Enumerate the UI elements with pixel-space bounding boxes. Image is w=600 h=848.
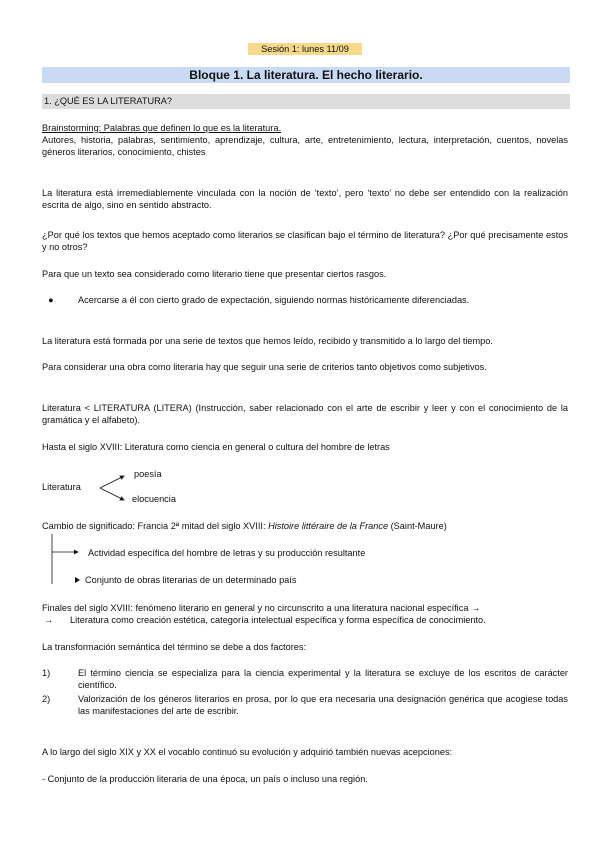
brainstorm-title: Brainstorming: Palabras que definen lo que es la literatura. — [42, 123, 282, 133]
factor-1-number: 1) — [42, 668, 51, 678]
change-prefix: Cambio de significado: Francia 2ª mitad del siglo XVIII: — [42, 521, 269, 531]
factor-2-text: Valorización de los géneros literarios en prosa, por lo que era necesaria una designación genérica que acogiese todas las manifestaciones del arte de escribir. — [78, 694, 568, 716]
block-title: Bloque 1. La literatura. El hecho literario. — [42, 67, 570, 83]
factor-1-text: El término ciencia se especializa para la ciencia experimental y la literatura se excluye de los escritos de carácter científico. — [78, 668, 568, 690]
change-branch-1: Actividad específica del hombre de letras y su producción resultante — [88, 548, 366, 558]
paragraph-siglo-xviii: Hasta el siglo XVIII: Literatura como ciencia en general o cultura del hombre de letras — [42, 442, 390, 452]
paragraph-rasgos: Para que un texto sea considerado como literario tiene que presentar ciertos rasgos. — [42, 269, 387, 279]
paragraph-etimologia: Literatura < LITERATURA (LITERA) (Instrucción, saber relacionado con el arte de escribir y leer y con el conocimiento de la gramática y el alfabeto). — [42, 403, 568, 425]
paragraph-texto: La literatura está irremediablemente vinculada con la noción de ‘texto’, pero ‘texto’ no debe ser entendido con la realización escrita de algo, sino en sentido abstracto. — [42, 188, 568, 210]
arrow-down-icon — [100, 488, 124, 500]
arrow-up-icon — [100, 476, 124, 488]
paragraph-criterios: Para considerar una obra como literaria hay que seguir una serie de criterios tanto objetivos como subjetivos. — [42, 362, 487, 372]
diagram-branch-poesia: poesía — [134, 469, 162, 479]
bullet-icon: ● — [48, 295, 54, 305]
session-label: Sesión 1: lunes 11/09 — [248, 43, 362, 55]
change-diagram — [48, 532, 88, 588]
end-century-line1: Finales del siglo XVIII: fenómeno literario en general y no circunscrito a una literatura nacional específica → — [42, 603, 481, 613]
literatura-diagram — [40, 464, 220, 510]
paragraph-formada: La literatura está formada por una serie de textos que hemos leído, recibido y transmitido a lo largo del tiempo. — [42, 336, 493, 346]
evolution-intro: A lo largo del siglo XIX y XX el vocablo continuó su evolución y adquirió también nuevas acepciones: — [42, 747, 453, 757]
arrow-head-icon — [75, 577, 80, 583]
change-branch-2: Conjunto de obras literarias de un determinado país — [85, 575, 297, 585]
end-century-line2: Literatura como creación estética, categoría intelectual específica y forma específica de conocimiento. — [70, 615, 486, 625]
brainstorm-words: Autores, historia, palabras, sentimiento, aprendizaje, cultura, arte, entretenimiento, lectura, interpretación, cuentos, novelas géneros literarios, conocimiento, chistes — [42, 135, 568, 157]
paragraph-question: ¿Por qué los textos que hemos aceptado como literarios se clasifican bajo el término de literatura? ¿Por qué precisamente estos y no otros? — [42, 230, 568, 252]
change-work-title: Histoire littéraire de la France — [268, 521, 389, 531]
evolution-item-1: - Conjunto de la producción literaria de una época, un país o incluso una región. — [42, 774, 368, 784]
diagram-root-label: Literatura — [42, 482, 81, 492]
section-heading: 1. ¿QUÉ ES LA LITERATURA? — [42, 94, 570, 109]
bullet-expectacion: Acercarse a él con cierto grado de expectación, siguiendo normas históricamente diferenciadas. — [78, 295, 470, 305]
change-of-meaning — [42, 520, 568, 532]
factor-2-number: 2) — [42, 694, 51, 704]
diagram-branch-elocuencia: elocuencia — [132, 494, 176, 504]
transformation-intro: La transformación semántica del término se debe a dos factores: — [42, 642, 307, 652]
change-suffix: (Saint-Maure) — [388, 521, 447, 531]
end-century-arrow: → — [44, 615, 54, 625]
